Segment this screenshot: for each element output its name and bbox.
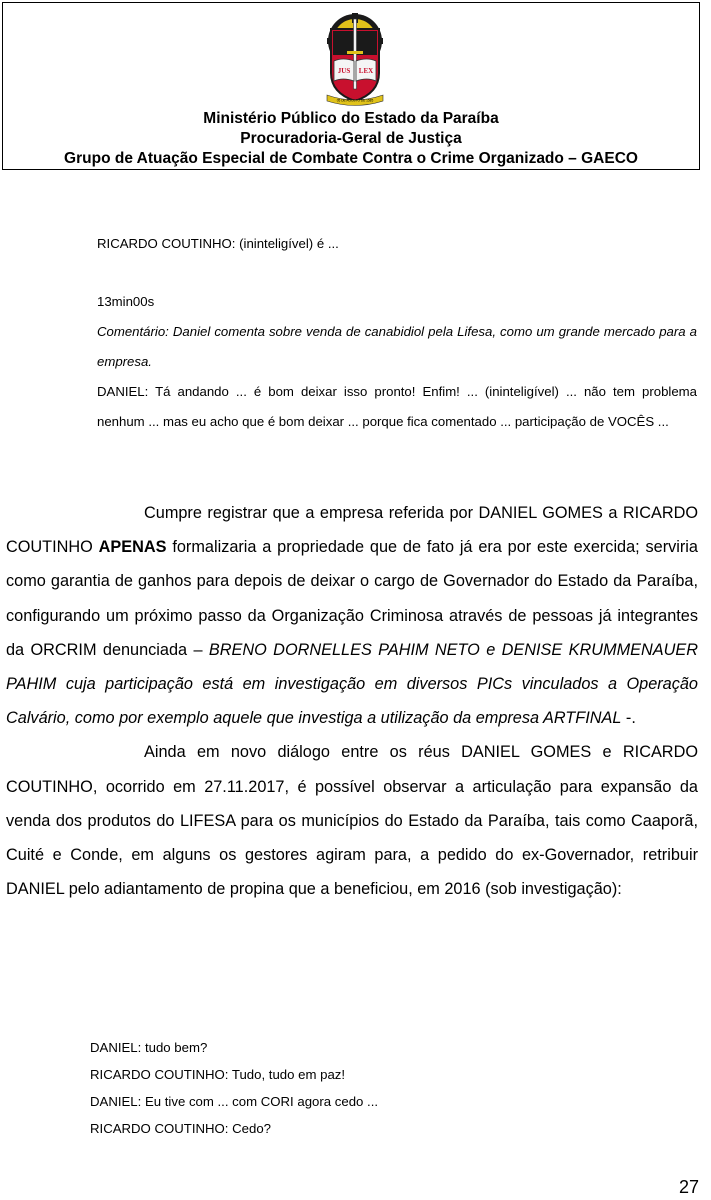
transcript-block-1 bbox=[97, 287, 697, 437]
emblem-word-lex: LEX bbox=[358, 67, 374, 75]
paragraph-1 bbox=[6, 496, 698, 735]
header-line-2: Procuradoria-Geral de Justiça bbox=[240, 130, 462, 147]
dialog-line: DANIEL: Eu tive com ... com CORI agora cedo ... bbox=[90, 1094, 379, 1109]
emblem-word-jus: JUS bbox=[337, 67, 351, 75]
dialog-line: DANIEL: tudo bem? bbox=[90, 1040, 208, 1055]
paragraph-1-bold: APENAS bbox=[98, 538, 167, 557]
dialog-line: RICARDO COUTINHO: Cedo? bbox=[90, 1121, 271, 1136]
header-titles bbox=[3, 109, 699, 169]
transcript-line-1 bbox=[97, 229, 697, 259]
main-text bbox=[6, 496, 698, 906]
transcript-speech: RICARDO COUTINHO: (ininteligível) é ... bbox=[97, 236, 339, 251]
mp-paraiba-crest-icon bbox=[321, 11, 389, 107]
header-line-3: Grupo de Atuação Especial de Combate Contra o Crime Organizado – GAECO bbox=[64, 150, 638, 167]
paragraph-1-italic: BRENO DORNELLES PAHIM NETO e DENISE KRUMMENAUER PAHIM cuja participação está em investigação em diversos PICs vinculados a Operação Calvário, como por exemplo aquele que investiga a utilização da empresa ARTFINAL bbox=[6, 640, 698, 728]
paragraph-1-text-c: -. bbox=[621, 709, 636, 728]
transcript-speech-daniel: DANIEL: Tá andando ... é bom deixar isso pronto! Enfim! ... (ininteligível) ... não tem problema nenhum ... mas eu acho que é bom deixar ... porque fica comentado ... participação de VOCÊS ... bbox=[97, 384, 697, 429]
transcript-timestamp: 13min00s bbox=[97, 294, 155, 309]
document-header bbox=[2, 2, 700, 170]
paragraph-1-text-b: formalizaria a propriedade que de fato já era por este exercida; serviria como garantia de ganhos para depois de deixar o cargo de Governador do Estado da Paraíba, configurando um próximo passo da Organização Criminosa através de pessoas já integrantes da ORCRIM denunciada – bbox=[6, 538, 698, 659]
paragraph-2: Ainda em novo diálogo entre os réus DANIEL GOMES e RICARDO COUTINHO, ocorrido em 27.11.2017, é possível observar a articulação para expansão da venda dos produtos do LIFESA para os municípios do Estado da Paraíba, tais como Caaporã, Cuité e Conde, em alguns os gestores agiram para, a pedido do ex-Governador, retribuir DANIEL pelo adiantamento de propina que a beneficiou, em 2016 (sob investigação): bbox=[6, 743, 698, 899]
transcript-comment: Comentário: Daniel comenta sobre venda de canabidiol pela Lifesa, como um grande mercado para a empresa. bbox=[97, 324, 697, 369]
paragraph-1-text-a: Cumpre registrar que a empresa referida por DANIEL GOMES a RICARDO COUTINHO bbox=[6, 504, 698, 557]
header-line-1: Ministério Público do Estado da Paraíba bbox=[203, 110, 499, 127]
dialog-line: RICARDO COUTINHO: Tudo, tudo em paz! bbox=[90, 1067, 346, 1082]
page-number: 27 bbox=[678, 1177, 699, 1197]
transcript-block-2 bbox=[90, 1034, 690, 1142]
emblem-ribbon-text: 05 DE AGOSTO DE 1585 bbox=[336, 98, 374, 103]
